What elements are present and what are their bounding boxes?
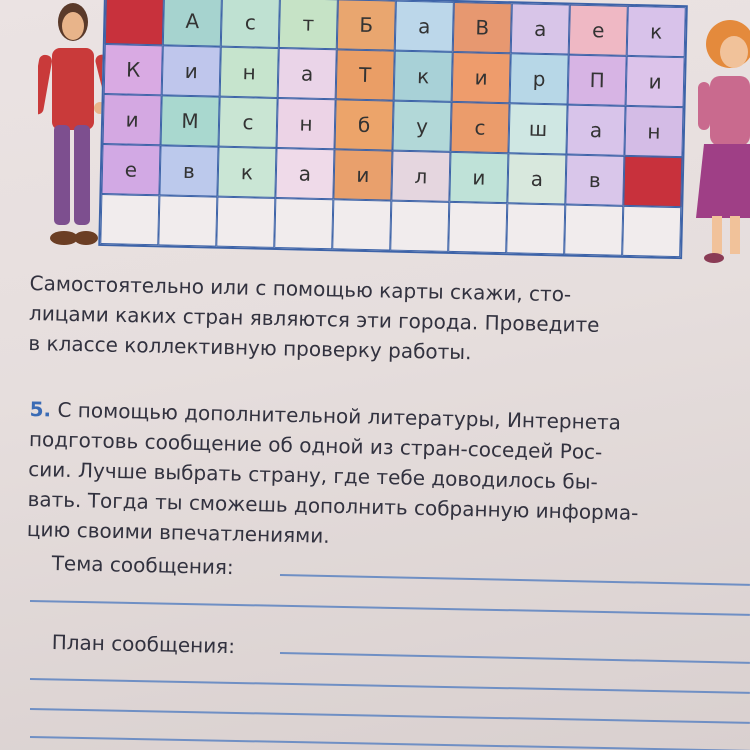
- topic-answer-line[interactable]: [280, 574, 750, 585]
- puzzle-cell: [105, 0, 164, 45]
- puzzle-cell: Б: [337, 0, 396, 51]
- puzzle-cell: и: [452, 52, 511, 103]
- puzzle-cell: В: [453, 2, 512, 53]
- puzzle-cell: [506, 203, 565, 254]
- answer-line[interactable]: [30, 708, 750, 723]
- puzzle-cell: к: [217, 147, 276, 198]
- puzzle-cell: е: [101, 144, 160, 195]
- text-line: цию своими впечатлениями.: [26, 516, 330, 548]
- puzzle-cell: н: [220, 47, 279, 98]
- puzzle-cell: а: [278, 48, 337, 99]
- puzzle-cell: с: [450, 102, 509, 153]
- task-number: 5.: [29, 396, 52, 422]
- puzzle-cell: [623, 156, 682, 207]
- puzzle-cell: н: [624, 106, 683, 157]
- instruction-paragraph: [28, 268, 740, 373]
- boy-illustration: [38, 0, 108, 250]
- text-line: лицами каких стран являются эти города. Проведите: [28, 300, 600, 337]
- puzzle-cell: [448, 202, 507, 253]
- puzzle-cell: к: [394, 51, 453, 102]
- puzzle-cell: ш: [508, 103, 567, 154]
- puzzle-cell: и: [449, 152, 508, 203]
- puzzle-cell: у: [392, 101, 451, 152]
- puzzle-cell: е: [569, 5, 628, 56]
- puzzle-cell: н: [277, 98, 336, 149]
- word-puzzle-grid: [98, 0, 688, 259]
- plan-answer-line[interactable]: [280, 652, 750, 663]
- puzzle-cell: и: [103, 94, 162, 145]
- puzzle-cell: л: [391, 151, 450, 202]
- puzzle-cell: а: [566, 105, 625, 156]
- puzzle-cell: К: [104, 44, 163, 95]
- puzzle-cell: в: [159, 145, 218, 196]
- puzzle-cell: [390, 201, 449, 252]
- puzzle-cell: и: [333, 149, 392, 200]
- puzzle-cell: в: [565, 155, 624, 206]
- puzzle-cell: а: [507, 153, 566, 204]
- answer-line[interactable]: [30, 736, 750, 750]
- text-line: подготовь сообщение об одной из стран-соседей Рос-: [28, 426, 603, 464]
- text-line: в классе коллективную проверку работы.: [28, 330, 472, 365]
- puzzle-cell: р: [510, 53, 569, 104]
- topic-label: Тема сообщения:: [51, 551, 234, 580]
- puzzle-cell: с: [219, 97, 278, 148]
- text-line: вать. Тогда ты сможешь дополнить собранную информа-: [27, 486, 639, 525]
- text-line: сии. Лучше выбрать страну, где тебе доводилось бы-: [28, 456, 599, 494]
- puzzle-cell: с: [221, 0, 280, 48]
- puzzle-cell: [158, 195, 217, 246]
- puzzle-cell: и: [162, 45, 221, 96]
- puzzle-cell: А: [163, 0, 222, 47]
- answer-line[interactable]: [30, 600, 750, 615]
- puzzle-cell: а: [511, 3, 570, 54]
- plan-label: План сообщения:: [51, 630, 236, 659]
- puzzle-cell: а: [395, 1, 454, 52]
- puzzle-cell: Т: [336, 49, 395, 100]
- girl-illustration: [690, 18, 750, 263]
- puzzle-cell: и: [626, 56, 685, 107]
- text-line: Самостоятельно или с помощью карты скажи, сто-: [29, 270, 572, 307]
- puzzle-cell: [622, 206, 681, 257]
- puzzle-cell: к: [627, 6, 686, 57]
- puzzle-cell: [332, 199, 391, 250]
- puzzle-cell: а: [275, 148, 334, 199]
- answer-line[interactable]: [30, 678, 750, 693]
- task-5-paragraph: [27, 394, 740, 560]
- puzzle-cell: [274, 198, 333, 249]
- puzzle-cell: б: [334, 99, 393, 150]
- puzzle-cell: [100, 194, 159, 245]
- puzzle-cell: [216, 197, 275, 248]
- puzzle-cell: М: [161, 95, 220, 146]
- puzzle-cell: П: [568, 55, 627, 106]
- puzzle-cell: т: [279, 0, 338, 49]
- puzzle-cell: [564, 205, 623, 256]
- text-line: С помощью дополнительной литературы, Интернета: [50, 397, 622, 435]
